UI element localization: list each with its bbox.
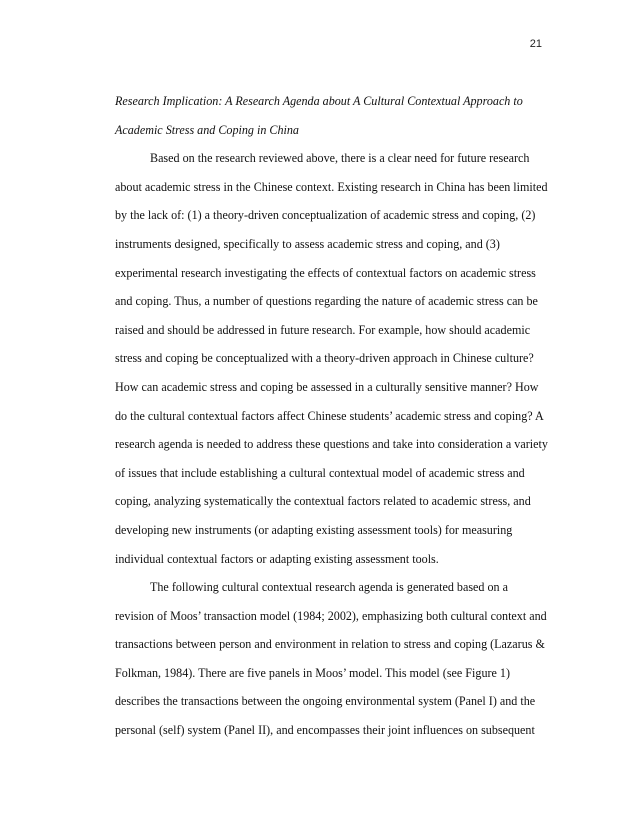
paragraph-line: by the lack of: (1) a theory-driven conceptualization of academic stress and coping, (2): [115, 208, 536, 223]
paragraph-line: instruments designed, specifically to assess academic stress and coping, and (3): [115, 236, 500, 251]
paragraph-line: experimental research investigating the effects of contextual factors on academic stress: [115, 265, 536, 280]
heading-line: Research Implication: A Research Agenda about A Cultural Contextual Approach to: [115, 94, 523, 108]
paragraph-line: do the cultural contextual factors affect Chinese students’ academic stress and coping? A: [115, 408, 544, 423]
paragraph-line: stress and coping be conceptualized with a theory-driven approach in Chinese culture?: [115, 351, 534, 366]
section-heading: [115, 87, 533, 144]
paragraph-line: How can academic stress and coping be assessed in a culturally sensitive manner? How: [115, 379, 539, 394]
paragraph-line: developing new instruments (or adapting existing assessment tools) for measuring: [115, 522, 513, 537]
heading-line: Academic Stress and Coping in China: [115, 122, 299, 137]
paragraph-line: personal (self) system (Panel II), and encompasses their joint influences on subsequent: [115, 723, 535, 738]
document-body: [115, 87, 548, 745]
paragraph-line: Folkman, 1984). There are five panels in Moos’ model. This model (see Figure 1): [115, 665, 510, 680]
paragraph-line: revision of Moos’ transaction model (1984; 2002), emphasizing both cultural context and: [115, 608, 547, 623]
paragraph-line: of issues that include establishing a cultural contextual model of academic stress and: [115, 465, 525, 480]
paragraph-line: and coping. Thus, a number of questions regarding the nature of academic stress can be: [115, 294, 538, 309]
paragraph-research-agenda: [115, 573, 547, 745]
paragraph-line: transactions between person and environment in relation to stress and coping (Lazarus &: [115, 637, 545, 652]
paragraph-line: individual contextual factors or adapting existing assessment tools.: [115, 551, 439, 566]
paragraph-research-need: [115, 144, 548, 573]
paragraph-line: describes the transactions between the ongoing environmental system (Panel I) and the: [115, 694, 536, 709]
paragraph-line: about academic stress in the Chinese context. Existing research in China has been limited: [115, 179, 548, 194]
page-number: 21: [529, 38, 542, 50]
paragraph-line: research agenda is needed to address these questions and take into consideration a variety: [115, 437, 548, 452]
paragraph-line: coping, analyzing systematically the contextual factors related to academic stress, and: [115, 494, 531, 509]
paragraph-line: Based on the research reviewed above, there is a clear need for future research: [150, 151, 530, 166]
paragraph-line: The following cultural contextual research agenda is generated based on a: [150, 580, 508, 595]
paragraph-line: raised and should be addressed in future research. For example, how should academic: [115, 322, 531, 337]
